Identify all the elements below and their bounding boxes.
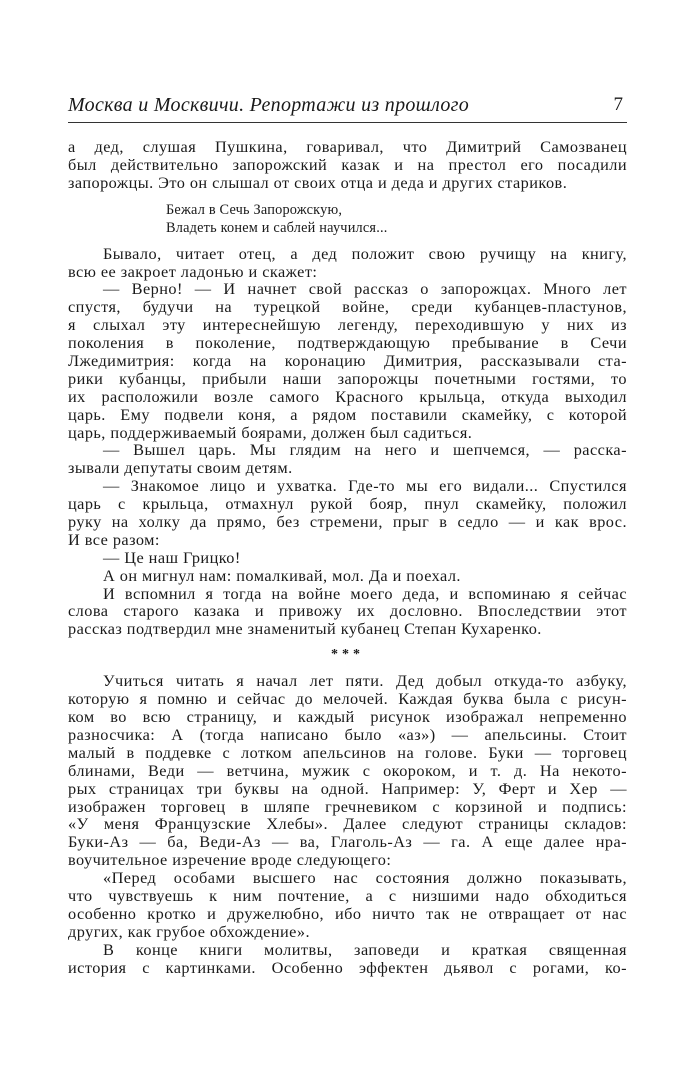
text-line: запорожцы. Это он слышал от своих отца и деда и других стариков. — [68, 172, 568, 192]
paragraph-block — [68, 138, 627, 192]
text-line: царь, поддерживаемый боярами, должен был садиться. — [68, 422, 473, 442]
paragraph-block — [68, 245, 627, 639]
text-line: воучительное изречение вроде следующего: — [68, 850, 392, 870]
text-line: — Верно! — И начнет свой рассказ о запорожцах. Много лет — [103, 279, 627, 299]
verse-line: Бежал в Сечь Запорожскую, — [166, 201, 343, 218]
text-line: изображен торговец в шляпе гречневиком с корзиной и подпись: — [68, 796, 627, 816]
text-line: зывали депутаты своим детям. — [68, 458, 293, 478]
text-line: Бывало, читает отец, а дед положит свою ручищу на книгу, — [103, 243, 627, 263]
text-line: ком во всю страницу, и каждый рисунок изображал непременно — [68, 707, 627, 727]
text-line: спустя, будучи на турецкой войне, среди кубанцев-пластунов, — [68, 297, 627, 317]
text-line: Буки-Аз — ба, Веди-Аз — ва, Глаголь-Аз — га. А еще далее нра- — [68, 832, 627, 852]
text-line: «Перед особами высшего нас состояния должно показывать, — [103, 868, 627, 888]
text-line: их расположили возле самого Красного крыльца, откуда выходил — [68, 386, 627, 406]
page-body — [68, 138, 627, 976]
text-line: других, как грубое обхождение». — [68, 921, 310, 941]
text-line: всю ее закроет ладонью и скажет: — [68, 261, 318, 281]
text-line: я слыхал эту интереснейшую легенду, переходившую у них из — [68, 315, 627, 335]
text-line: Учиться читать я начал лет пяти. Дед добыл откуда-то азбуку, — [103, 671, 627, 691]
text-line: блинами, Веди — ветчина, мужик с окороком, и т. д. На некото- — [68, 760, 627, 780]
text-line: а дед, слушая Пушкина, говаривал, что Димитрий Самозванец — [68, 137, 627, 156]
text-line: — Знакомое лицо и ухватка. Где-то мы его видали... Спустился — [103, 476, 627, 496]
text-line: «У меня Французские Хлебы». Далее следуют страницы складов: — [68, 814, 627, 834]
text-line: особенно кротко и дружелюбно, ибо ничто так не отвращает от нас — [68, 903, 627, 923]
text-line: руку на холку да прямо, без стремени, прыг в седло — и как врос. — [68, 512, 627, 532]
section-separator: *** — [331, 647, 364, 663]
text-line: И все разом: — [68, 529, 160, 549]
verse-line: Владеть конем и саблей научился... — [166, 219, 388, 236]
paragraph-block — [68, 672, 627, 976]
text-line: которую я помню и сейчас до мелочей. Каждая буква была с рисун- — [68, 689, 627, 709]
text-line: был действительно запорожский казак и на престол его посадили — [68, 154, 627, 174]
text-line: история с картинками. Особенно эффектен дьявол с рогами, ко- — [68, 957, 627, 977]
text-line: И вспомнил я тогда на войне моего деда, и вспоминаю я сейчас — [103, 583, 627, 603]
text-line: рики кубанцы, прибыли наши запорожцы почетными гостями, то — [68, 368, 627, 388]
text-line: — Вышел царь. Мы глядим на него и шепчемся, — расска- — [103, 440, 627, 460]
running-title: Москва и Москвичи. Репортажи из прошлого — [68, 94, 470, 116]
page-number: 7 — [613, 94, 623, 115]
text-line: поколения в поколение, подтверждающую пребывание в Сечи — [68, 333, 627, 353]
text-line: царь. Ему подвели коня, а рядом поставили скамейку, с которой — [68, 404, 627, 424]
text-line: А он мигнул нам: помалкивай, мол. Да и поехал. — [103, 565, 461, 585]
verse-quote — [68, 201, 627, 237]
text-line: разносчика: А (тогда написано было «аз») — апельсины. Стоит — [68, 724, 627, 744]
text-line: Лжедимитрия: когда на коронацию Димитрия, рассказывали ста- — [68, 351, 627, 371]
running-header — [68, 92, 627, 123]
text-line: царь с крыльца, отмахнул рукой бояр, пнул скамейку, положил — [68, 494, 627, 514]
text-line: что чувствуешь к ним почтение, а с низшими надо обходиться — [68, 885, 627, 905]
text-line: В конце книги молитвы, заповеди и краткая священная — [103, 939, 627, 959]
text-line: — Це наш Грицко! — [103, 547, 241, 567]
text-line: рассказ подтвердил мне знаменитый кубанец Степан Кухаренко. — [68, 619, 542, 639]
text-line: рых страницах три буквы на одной. Например: У, Ферт и Хер — — [68, 778, 627, 798]
text-line: слова старого казака и привожу их дословно. Впоследствии этот — [68, 601, 627, 621]
text-line: малый в поддевке с лотком апельсинов на голове. Буки — торговец — [68, 742, 627, 762]
